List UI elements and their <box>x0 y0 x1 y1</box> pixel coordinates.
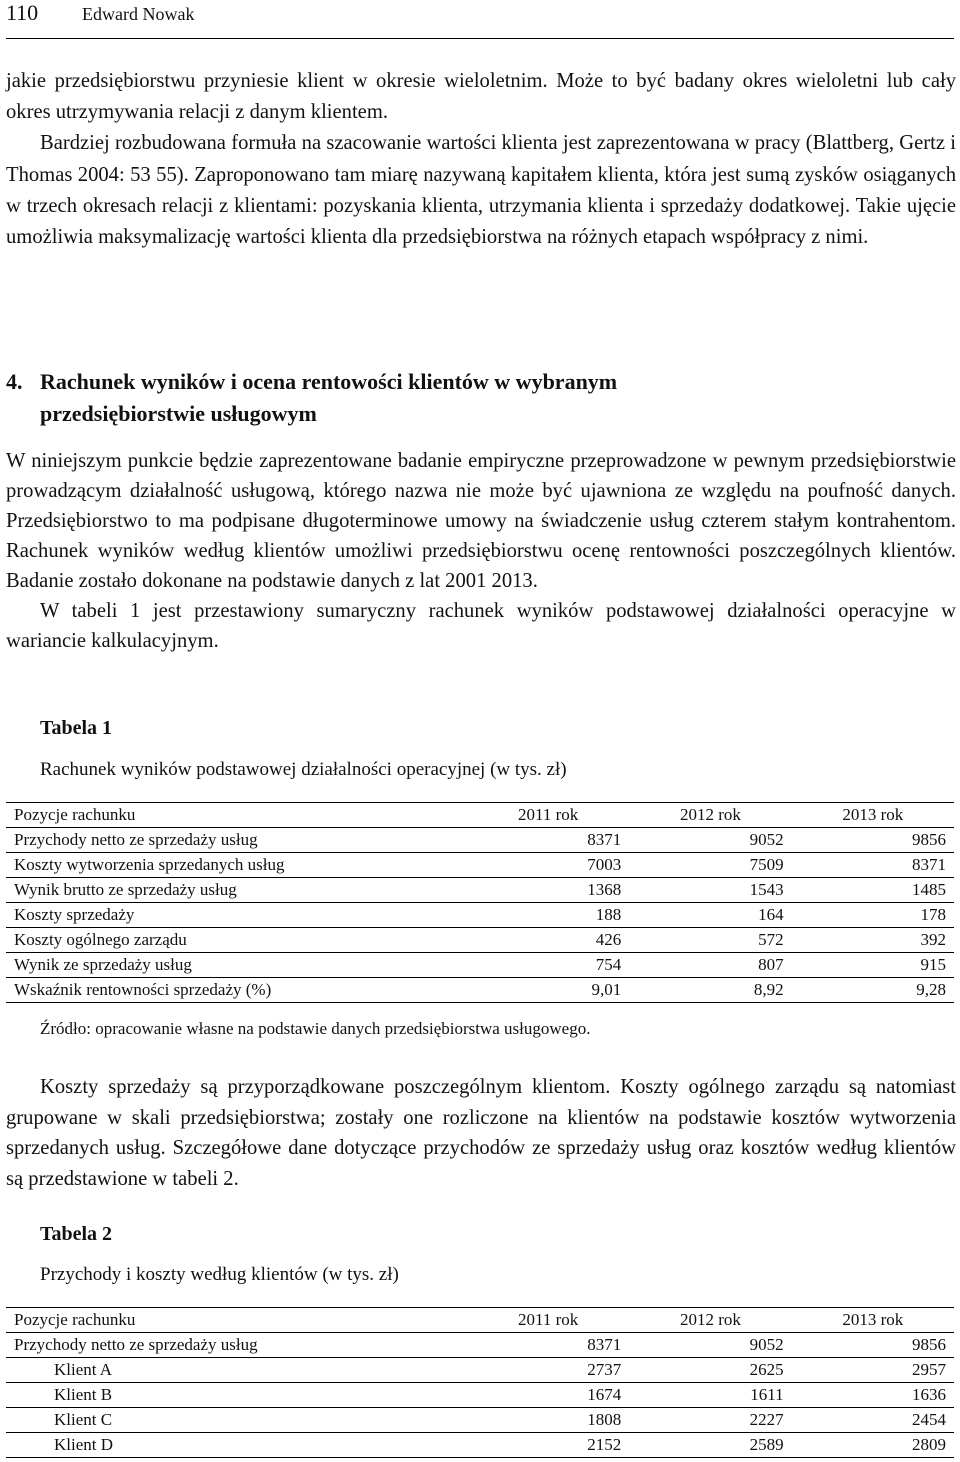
table-row <box>6 853 954 878</box>
table-cell: Klient B <box>6 1383 467 1408</box>
table-cell: 2809 <box>792 1433 954 1458</box>
table-row <box>6 953 954 978</box>
section-number: 4. <box>6 369 23 394</box>
table-cell: Klient C <box>6 1408 467 1433</box>
running-header <box>6 0 954 39</box>
table-cell: 2625 <box>629 1358 791 1383</box>
table-cell: Wynik brutto ze sprzedaży usług <box>6 878 467 903</box>
table1 <box>6 802 954 1003</box>
table-cell: 572 <box>629 928 791 953</box>
table-cell: 1808 <box>467 1408 629 1433</box>
table-row <box>6 1383 954 1408</box>
table-cell: 807 <box>629 953 791 978</box>
table-row <box>6 1358 954 1383</box>
table-row <box>6 878 954 903</box>
table2-label: Tabela 2 <box>40 1223 113 1245</box>
table2-header-row <box>6 1308 954 1333</box>
table-cell: 9052 <box>629 828 791 853</box>
table-cell: 9856 <box>792 1333 954 1358</box>
table-cell: Wynik ze sprzedaży usług <box>6 953 467 978</box>
table-row <box>6 1408 954 1433</box>
table-cell: Koszty wytworzenia sprzedanych usług <box>6 853 467 878</box>
table-cell: Koszty ogólnego zarządu <box>6 928 467 953</box>
table-cell: 426 <box>467 928 629 953</box>
table1-source-note: Źródło: opracowanie własne na podstawie danych przedsiębiorstwa usługowego. <box>40 1019 591 1038</box>
table-cell: Przychody netto ze sprzedaży usług <box>6 1333 467 1358</box>
table-cell: 2152 <box>467 1433 629 1458</box>
table-row <box>6 1333 954 1358</box>
table-cell: 392 <box>792 928 954 953</box>
table1-header-cell: Pozycje rachunku <box>6 803 467 828</box>
table-cell: 1636 <box>792 1383 954 1408</box>
table-cell: 1368 <box>467 878 629 903</box>
table-cell: Wskaźnik rentowności sprzedaży (%) <box>6 978 467 1003</box>
table-cell: 1485 <box>792 878 954 903</box>
table-row <box>6 903 954 928</box>
table-cell: Klient D <box>6 1433 467 1458</box>
section-paragraph-2: W tabeli 1 jest przestawiony sumaryczny rachunek wyników podstawowej działalności operacyjne w wariancie kalkulacyjnym. <box>6 600 956 652</box>
table-cell: 1543 <box>629 878 791 903</box>
table-cell: 8,92 <box>629 978 791 1003</box>
table-cell: 9856 <box>792 828 954 853</box>
table1-header-row <box>6 803 954 828</box>
table-cell: 2957 <box>792 1358 954 1383</box>
table1-header-cell: 2012 rok <box>629 803 791 828</box>
table2-caption: Przychody i koszty według klientów (w tys. zł) <box>40 1264 399 1285</box>
section-title-line-2: przedsiębiorstwie usługowym <box>40 401 317 426</box>
table1-header-cell: 2011 rok <box>467 803 629 828</box>
table-cell: 9,01 <box>467 978 629 1003</box>
table-cell: 2737 <box>467 1358 629 1383</box>
table1-label: Tabela 1 <box>40 717 113 739</box>
table-cell: 9,28 <box>792 978 954 1003</box>
section-heading <box>6 366 956 430</box>
table1-header-cell: 2013 rok <box>792 803 954 828</box>
table-cell: 8371 <box>792 853 954 878</box>
table-cell: 2454 <box>792 1408 954 1433</box>
intro-paragraph: jakie przedsiębiorstwu przyniesie klient w okresie wieloletnim. Może to być badany okres wieloletni lub cały okres utrzymywania relacji z danym klientem. <box>6 70 956 124</box>
table2-header-cell: 2012 rok <box>629 1308 791 1333</box>
page-number: 110 <box>6 0 39 25</box>
middle-paragraph: Koszty sprzedaży są przyporządkowane poszczególnym klientom. Koszty ogólnego zarządu są natomiast grupowane w skali przedsiębiorstwa; zostały one rozliczone na klientów na podstawie kosztów wytworzenia sprzedanych usług. Szczegółowe dane dotyczące przychodów ze sprzedaży usług oraz kosztów według klientów są przedstawione w tabeli 2. <box>6 1076 956 1190</box>
table-cell: 1674 <box>467 1383 629 1408</box>
intro-paragraphs <box>6 66 956 253</box>
table1-caption: Rachunek wyników podstawowej działalności operacyjnej (w tys. zł) <box>40 759 567 780</box>
table2-header-cell: 2011 rok <box>467 1308 629 1333</box>
table-cell: Klient A <box>6 1358 467 1383</box>
table-cell: 164 <box>629 903 791 928</box>
table-cell: 1611 <box>629 1383 791 1408</box>
running-author: Edward Nowak <box>82 4 195 24</box>
table-row <box>6 1433 954 1458</box>
table-cell: 188 <box>467 903 629 928</box>
table2 <box>6 1307 954 1458</box>
table-cell: 915 <box>792 953 954 978</box>
table-cell: Przychody netto ze sprzedaży usług <box>6 828 467 853</box>
table-cell: 754 <box>467 953 629 978</box>
table-cell: 7509 <box>629 853 791 878</box>
table2-header-cell: 2013 rok <box>792 1308 954 1333</box>
table2-header-cell: Pozycje rachunku <box>6 1308 467 1333</box>
section-paragraphs <box>6 446 956 656</box>
intro-paragraph-2: Bardziej rozbudowana formuła na szacowanie wartości klienta jest zaprezentowana w pracy (Blattberg, Gertz i Thomas 2004: 53 55). Zaproponowano tam miarę nazywaną kapitałem klienta, która jest sumą zysków osiąganych w trzech okresach relacji z klientami: pozyskania klienta, utrzymania klienta i sprzedaży dodatkowej. Takie ujęcie umożliwia maksymalizację wartości klienta dla przedsiębiorstwa na różnych etapach współpracy z nimi. <box>6 132 956 249</box>
table-row <box>6 828 954 853</box>
table-cell: 2589 <box>629 1433 791 1458</box>
section-paragraph-1: W niniejszym punkcie będzie zaprezentowane badanie empiryczne przeprowadzone w pewnym przedsiębiorstwie prowadzącym działalność usługową, którego nazwa nie może być ujawniona ze względu na poufność danych. Przedsiębiorstwo to ma podpisane długoterminowe umowy na świadczenie usług czterem stałym kontrahentom. Rachunek wyników według klientów umożliwi przedsiębiorstwu ocenę rentowności poszczególnych klientów. Badanie zostało dokonane na podstawie danych z lat 2001 2013. <box>6 450 956 592</box>
table-cell: 178 <box>792 903 954 928</box>
table-row <box>6 978 954 1003</box>
table-cell: Koszty sprzedaży <box>6 903 467 928</box>
table-cell: 2227 <box>629 1408 791 1433</box>
section-title-line-1: Rachunek wyników i ocena rentowości klientów w wybranym <box>40 369 618 394</box>
table-row <box>6 928 954 953</box>
table-cell: 8371 <box>467 1333 629 1358</box>
table-cell: 8371 <box>467 828 629 853</box>
table-cell: 9052 <box>629 1333 791 1358</box>
table-cell: 7003 <box>467 853 629 878</box>
